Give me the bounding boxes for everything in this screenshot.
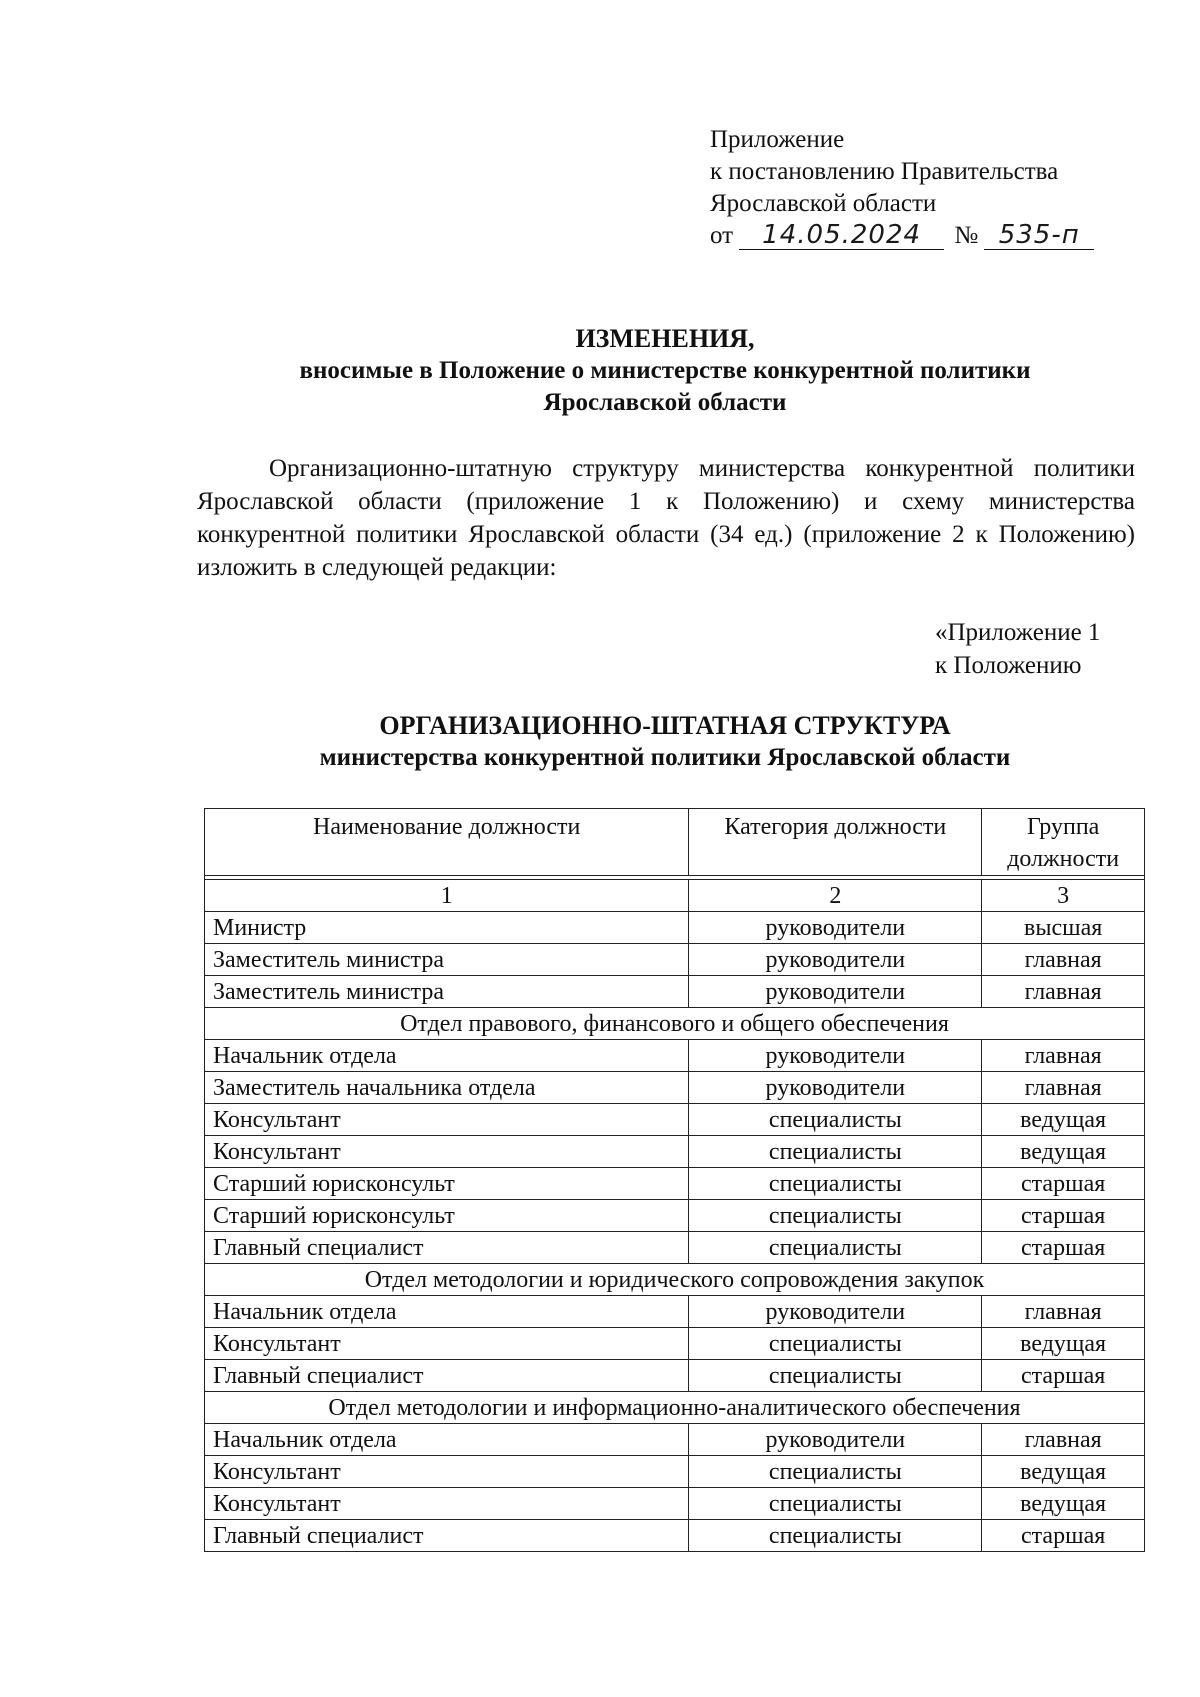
position-name-cell: Начальник отдела bbox=[205, 1424, 689, 1456]
appendix-date-line bbox=[710, 220, 1094, 252]
category-cell: руководители bbox=[689, 912, 982, 944]
number-prefix: № bbox=[954, 222, 979, 249]
category-cell: специалисты bbox=[689, 1328, 982, 1360]
group-cell: главная bbox=[982, 1072, 1145, 1104]
table-row bbox=[205, 1200, 1145, 1232]
table-header-row bbox=[205, 809, 1145, 876]
table-row bbox=[205, 1520, 1145, 1552]
group-cell: ведущая bbox=[982, 1456, 1145, 1488]
handwritten-date: 14.05.2024 bbox=[739, 221, 944, 250]
table-row bbox=[205, 1328, 1145, 1360]
group-cell: старшая bbox=[982, 1200, 1145, 1232]
quoted-appendix bbox=[935, 616, 1100, 682]
category-cell: специалисты bbox=[689, 1200, 982, 1232]
category-cell: руководители bbox=[689, 1424, 982, 1456]
group-cell: главная bbox=[982, 1424, 1145, 1456]
group-cell: главная bbox=[982, 944, 1145, 976]
heading-subtitle-1: вносимые в Положение о министерстве конкурентной политики bbox=[299, 357, 1031, 384]
group-cell: старшая bbox=[982, 1168, 1145, 1200]
table-row bbox=[205, 1456, 1145, 1488]
category-cell: специалисты bbox=[689, 1168, 982, 1200]
heading-subtitle-2: Ярославской области bbox=[543, 389, 787, 416]
structure-subtitle: министерства конкурентной политики Ярославской области bbox=[319, 744, 1011, 771]
table-row bbox=[205, 1488, 1145, 1520]
department-row bbox=[205, 1264, 1145, 1296]
table-row bbox=[205, 1232, 1145, 1264]
category-cell: руководители bbox=[689, 1296, 982, 1328]
heading-title: ИЗМЕНЕНИЯ, bbox=[575, 324, 755, 353]
handwritten-number: 535-п bbox=[984, 221, 1094, 250]
group-cell: старшая bbox=[982, 1520, 1145, 1552]
position-name-cell: Главный специалист bbox=[205, 1360, 689, 1392]
table-row bbox=[205, 1136, 1145, 1168]
category-cell: специалисты bbox=[689, 1520, 982, 1552]
body-paragraph: Организационно-штатную структуру министерства конкурентной политики Ярославской области (приложение 1 к Положению) и схему министерства конкурентной политики Ярославской области (34 ед.) (приложение 2 к Положению) изложить в следующей редакции: bbox=[197, 455, 1135, 581]
table-row bbox=[205, 1360, 1145, 1392]
document-heading bbox=[200, 323, 1130, 419]
position-name-cell: Старший юрисконсульт bbox=[205, 1200, 689, 1232]
table-row bbox=[205, 1296, 1145, 1328]
column-index-3: 3 bbox=[982, 880, 1145, 912]
position-name-cell: Консультант bbox=[205, 1104, 689, 1136]
category-cell: руководители bbox=[689, 944, 982, 976]
header-position-group: Группа должности bbox=[982, 809, 1145, 876]
date-prefix: от bbox=[710, 222, 734, 249]
group-cell: старшая bbox=[982, 1232, 1145, 1264]
group-cell: ведущая bbox=[982, 1104, 1145, 1136]
category-cell: специалисты bbox=[689, 1104, 982, 1136]
header-position-name: Наименование должности bbox=[205, 809, 689, 876]
table-row bbox=[205, 1104, 1145, 1136]
table-body bbox=[205, 876, 1145, 1552]
category-cell: специалисты bbox=[689, 1360, 982, 1392]
table-row bbox=[205, 1072, 1145, 1104]
column-index-1: 1 bbox=[205, 880, 689, 912]
category-cell: специалисты bbox=[689, 1136, 982, 1168]
table-row bbox=[205, 1168, 1145, 1200]
group-cell: старшая bbox=[982, 1360, 1145, 1392]
group-cell: высшая bbox=[982, 912, 1145, 944]
table-row bbox=[205, 976, 1145, 1008]
position-name-cell: Заместитель министра bbox=[205, 976, 689, 1008]
department-row bbox=[205, 1392, 1145, 1424]
table-row bbox=[205, 944, 1145, 976]
table-row bbox=[205, 1424, 1145, 1456]
position-name-cell: Заместитель министра bbox=[205, 944, 689, 976]
department-name: Отдел правового, финансового и общего обеспечения bbox=[205, 1008, 1145, 1040]
category-cell: специалисты bbox=[689, 1488, 982, 1520]
header-position-category: Категория должности bbox=[689, 809, 982, 876]
category-cell: руководители bbox=[689, 1040, 982, 1072]
structure-title: ОРГАНИЗАЦИОННО-ШТАТНАЯ СТРУКТУРА bbox=[379, 711, 951, 740]
appendix-header bbox=[710, 124, 1094, 252]
group-cell: ведущая bbox=[982, 1328, 1145, 1360]
category-cell: специалисты bbox=[689, 1456, 982, 1488]
group-cell: ведущая bbox=[982, 1136, 1145, 1168]
category-cell: руководители bbox=[689, 1072, 982, 1104]
position-name-cell: Консультант bbox=[205, 1456, 689, 1488]
position-name-cell: Министр bbox=[205, 912, 689, 944]
position-name-cell: Главный специалист bbox=[205, 1232, 689, 1264]
department-name: Отдел методологии и юридического сопровождения закупок bbox=[205, 1264, 1145, 1296]
column-index-2: 2 bbox=[689, 880, 982, 912]
quoted-appendix-line-1: «Приложение 1 bbox=[935, 619, 1101, 646]
column-index-row bbox=[205, 880, 1145, 912]
staff-table bbox=[204, 808, 1145, 1552]
position-name-cell: Начальник отдела bbox=[205, 1296, 689, 1328]
group-cell: главная bbox=[982, 976, 1145, 1008]
quoted-appendix-line-2: к Положению bbox=[935, 652, 1082, 679]
department-name: Отдел методологии и информационно-аналитического обеспечения bbox=[205, 1392, 1145, 1424]
table-row bbox=[205, 912, 1145, 944]
table-row bbox=[205, 1040, 1145, 1072]
appendix-line-3: Ярославской области bbox=[710, 190, 937, 217]
group-cell: главная bbox=[982, 1040, 1145, 1072]
appendix-line-2: к постановлению Правительства bbox=[710, 158, 1059, 185]
position-name-cell: Старший юрисконсульт bbox=[205, 1168, 689, 1200]
position-name-cell: Начальник отдела bbox=[205, 1040, 689, 1072]
department-row bbox=[205, 1008, 1145, 1040]
group-cell: главная bbox=[982, 1296, 1145, 1328]
position-name-cell: Консультант bbox=[205, 1136, 689, 1168]
category-cell: руководители bbox=[689, 976, 982, 1008]
position-name-cell: Заместитель начальника отдела bbox=[205, 1072, 689, 1104]
structure-heading bbox=[200, 710, 1130, 774]
group-cell: ведущая bbox=[982, 1488, 1145, 1520]
position-name-cell: Консультант bbox=[205, 1328, 689, 1360]
category-cell: специалисты bbox=[689, 1232, 982, 1264]
position-name-cell: Консультант bbox=[205, 1488, 689, 1520]
appendix-line-1: Приложение bbox=[710, 126, 845, 153]
position-name-cell: Главный специалист bbox=[205, 1520, 689, 1552]
